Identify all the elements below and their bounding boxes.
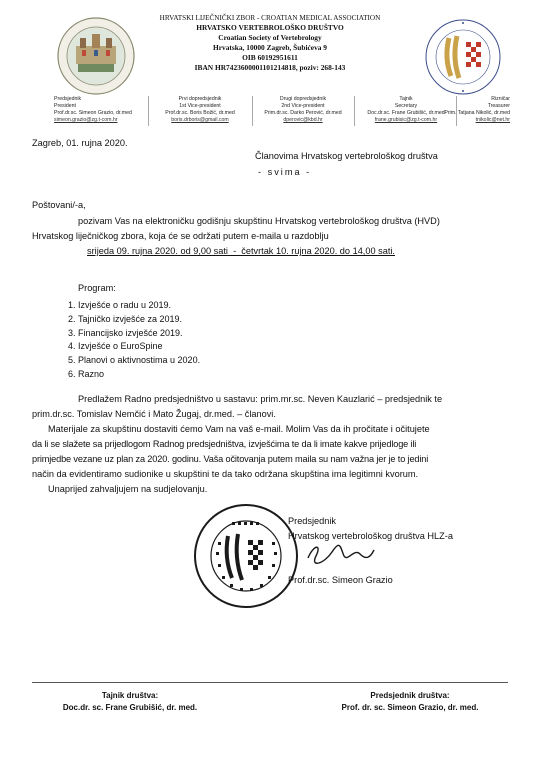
paragraph-line: da li se slažete sa prijedlogom Radnog predsjedništva, izvješćima te da li imate kakve prijedloge ili [32, 439, 417, 449]
paragraph-line: način da evidentiramo sudionike u skupštini te da tako održana skupština ima legitimni kvorum. [32, 469, 419, 479]
program-item: 1. Izvješće o radu u 2019. [78, 299, 200, 313]
paragraph-line: Predlažem Radno predsjedništvo u sastavu: prim.mr.sc. Neven Kauzlarić – predsjednik te [78, 394, 443, 404]
officer-role-hr: Tajnik [399, 96, 413, 102]
stamp-seal-icon [192, 502, 300, 610]
officer-role-en: Secretary [394, 103, 418, 109]
officer-role-en: 1st Vice-president [179, 103, 221, 109]
intro-line: pozivam Vas na elektroničku godišnju skupštinu Hrvatskog vertebrološkog društva (HVD) [78, 216, 440, 226]
officer-email[interactable]: frane.grubisic@zg.t-com.hr [374, 117, 438, 123]
hvd-logo [424, 18, 502, 96]
society-address: Hrvatska, 10000 Zagreb, Šubićeva 9 [212, 43, 327, 52]
paragraph-line: Materijale za skupštinu dostaviti ćemo Vam na vaš e-mail. Molim Vas da ih pročitate i očitujete [48, 424, 430, 434]
divider [354, 96, 355, 126]
divider [252, 96, 253, 126]
society-iban: IBAN HR7423600001101214818, poziv: 268-143 [194, 63, 346, 72]
footer-divider [32, 682, 508, 683]
salutation: Poštovani/-a, [32, 200, 86, 210]
letterhead-text [140, 13, 400, 73]
footer-secretary-name: Doc.dr. sc. Frane Grubišić, dr. med. [62, 703, 198, 712]
officer-name: Prof.dr.sc. Boris Božić, dr.med [165, 110, 235, 116]
officer-role-en: 2nd Vice-president [281, 103, 325, 109]
footer-president [310, 690, 510, 714]
officer-role-hr: Predsjednik [54, 96, 82, 102]
footer-secretary [30, 690, 230, 714]
officer-name: Doc.dr.sc. Frane Grubišić, dr.med [367, 110, 445, 116]
officer-vice-president-1 [152, 96, 248, 124]
officer-email[interactable]: dperovic@kbd.hr [283, 117, 323, 123]
footer-secretary-title: Tajnik društva: [101, 691, 159, 700]
meeting-dates: srijeda 09. rujna 2020. od 9,00 sati - četvrtak 10. rujna 2020. do 14,00 sati. [87, 246, 395, 256]
society-name: HRVATSKO VERTEBROLOŠKO DRUŠTVO [196, 23, 344, 32]
signature-scribble-icon [300, 538, 380, 568]
officer-email[interactable]: tnikolic@net.hr [475, 117, 510, 123]
footer-president-name: Prof. dr. sc. Simeon Grazio, dr. med. [341, 703, 479, 712]
program-title: Program: [78, 283, 116, 293]
officer-president [54, 96, 150, 124]
officer-role-hr: Drugi dopredsjednik [279, 96, 327, 102]
program-item: 6. Razno [78, 368, 200, 382]
closing-line: Unaprijed zahvaljujem na sudjelovanju. [48, 484, 208, 494]
recipient-all: - svima - [258, 167, 312, 177]
officer-vice-president-2 [255, 96, 351, 124]
handwritten-signature [300, 538, 380, 568]
officer-role-hr: Rizničar [491, 96, 510, 102]
footer-president-title: Predsjednik društva: [370, 691, 450, 700]
officer-email[interactable]: boris.drboris@gmail.com [171, 117, 229, 123]
program-item: 2. Tajničko izvješće za 2019. [78, 313, 200, 327]
hlz-logo [56, 16, 136, 96]
letter-date: Zagreb, 01. rujna 2020. [32, 138, 128, 148]
hvd-logo-icon [424, 18, 502, 96]
society-oib: OIB 60192951611 [242, 53, 298, 62]
program-item: 5. Planovi o aktivnostima u 2020. [78, 354, 200, 368]
org-name-line: HRVATSKI LIJEČNIČKI ZBOR - CROATIAN MEDICAL ASSOCIATION [159, 14, 381, 22]
hlz-logo-icon [56, 16, 136, 96]
recipient-line: Članovima Hrvatskog vertebrološkog društva [255, 151, 438, 161]
paragraph-line: primjedbe vezane uz plan za 2020. godinu. Vaša očitovanja putem maila su nam važna jer je to jedini [32, 454, 429, 464]
officer-treasurer [420, 96, 510, 124]
program-item: 4. Izvješće o EuroSpine [78, 340, 200, 354]
officer-role-en: Treasurer [487, 103, 510, 109]
officer-email[interactable]: simeon.grazio@zg.t-com.hr [54, 117, 118, 123]
officer-name: Prim. Tatjana Nikolić, dr.med [444, 110, 510, 116]
intro-line: Hrvatskog liječničkog zbora, koja će se održati putem e-maila u razdoblju [32, 231, 329, 241]
signature-title: Predsjednik [288, 516, 337, 526]
signature-org: Hrvatskog vertebrološkog društva HLZ-a [288, 531, 453, 541]
program-item: 3. Financijsko izvješće 2019. [78, 327, 200, 341]
divider [148, 96, 149, 126]
officer-role-en: President [54, 103, 76, 109]
paragraph-line: prim.dr.sc. Tomislav Nemčić i Mato Žugaj, dr.med. – članovi. [32, 409, 276, 419]
officer-role-hr: Prvi dopredsjednik [178, 96, 222, 102]
signature-name: Prof.dr.sc. Simeon Grazio [288, 575, 393, 585]
officer-name: Prof.dr.sc. Simeon Grazio, dr.med [54, 110, 132, 116]
program-list [60, 299, 200, 382]
official-stamp [192, 502, 300, 610]
officer-name: Prim.dr.sc. Darko Perović, dr.med [264, 110, 342, 116]
society-name-en: Croatian Society of Vertebrology [218, 33, 322, 42]
